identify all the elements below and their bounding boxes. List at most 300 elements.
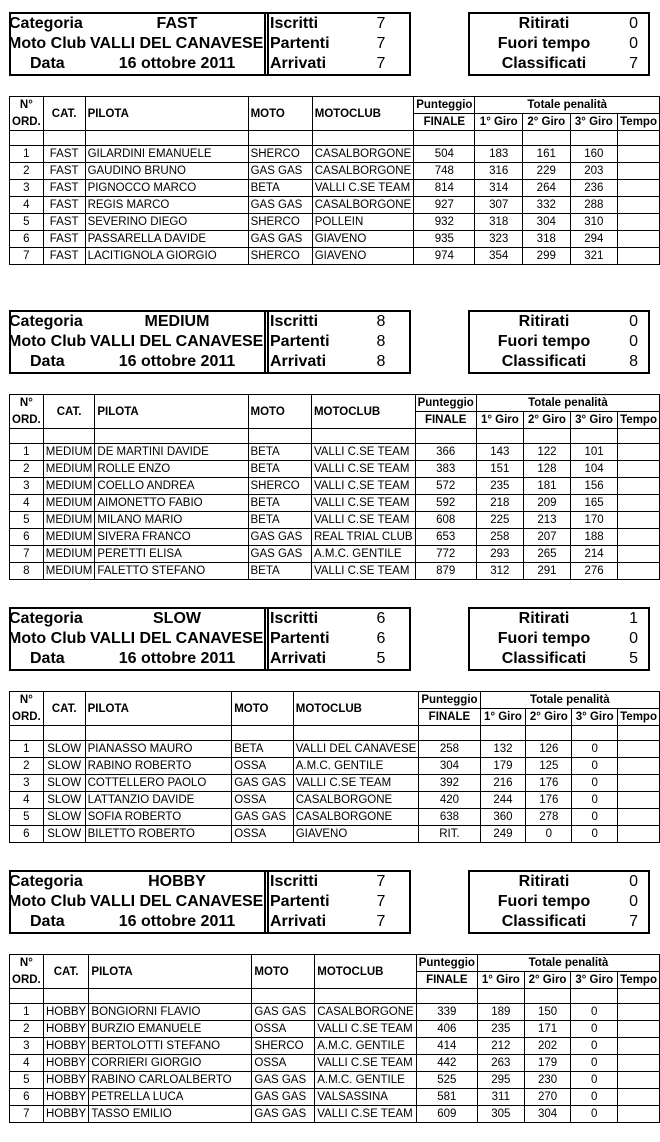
finale-cell: 414	[416, 1038, 477, 1055]
pilota-cell: SIVERA FRANCO	[95, 529, 248, 546]
ord-cell: 8	[10, 563, 44, 580]
tempo-cell	[618, 163, 660, 180]
moto-club-value: VALLI DEL CANAVESE	[90, 893, 263, 910]
table-row	[10, 546, 660, 563]
header-moto: MOTO	[232, 692, 294, 726]
giro1-cell: 316	[475, 163, 523, 180]
blank-cell	[526, 726, 572, 741]
ord-cell: 2	[10, 461, 44, 478]
moto-cell: BETA	[248, 563, 311, 580]
category-stats-box	[468, 607, 650, 671]
cat-cell: SLOW	[43, 775, 85, 792]
motoclub-cell: VALLI C.SE TEAM	[315, 1055, 417, 1072]
header-giro3: 3° Giro	[572, 709, 618, 726]
category-stats-box	[468, 12, 650, 76]
motoclub-cell: VALLI C.SE TEAM	[311, 461, 415, 478]
header-tempo: Tempo	[618, 972, 660, 989]
finale-cell: 814	[414, 180, 475, 197]
table-row	[10, 146, 660, 163]
cat-cell: HOBBY	[43, 1072, 89, 1089]
classificati-value: 7	[629, 55, 638, 72]
motoclub-cell: CASALBORGONE	[312, 197, 414, 214]
cat-cell: FAST	[43, 197, 85, 214]
table-row	[10, 1038, 660, 1055]
moto-cell: BETA	[248, 495, 311, 512]
header-ord: ORD.	[10, 709, 44, 726]
motoclub-cell: VALLI DEL CANAVESE	[293, 741, 419, 758]
ord-cell: 5	[10, 214, 44, 231]
stat-row	[470, 34, 648, 54]
giro1-cell: 179	[480, 758, 526, 775]
tempo-cell	[618, 546, 660, 563]
classificati-label: Classificati	[501, 913, 587, 930]
motoclub-cell: A.M.C. GENTILE	[315, 1038, 417, 1055]
giro1-cell: 354	[475, 248, 523, 265]
ord-cell: 2	[10, 758, 44, 775]
motoclub-cell: REAL TRIAL CLUB	[311, 529, 415, 546]
moto-club-value: VALLI DEL CANAVESE	[90, 630, 263, 647]
categoria-label: Categoria	[9, 15, 83, 32]
giro1-cell: 183	[475, 146, 523, 163]
table-row	[10, 197, 660, 214]
iscritti-label: Iscritti	[270, 610, 319, 627]
giro2-cell: 0	[526, 826, 572, 843]
header-cat: CAT.	[43, 395, 95, 429]
giro3-cell: 170	[571, 512, 618, 529]
header-giro3: 3° Giro	[571, 972, 618, 989]
finale-cell: 420	[419, 792, 480, 809]
pilota-cell: FALETTO STEFANO	[95, 563, 248, 580]
cat-cell: MEDIUM	[43, 512, 95, 529]
category-stats-box	[468, 310, 650, 374]
finale-cell: 406	[416, 1021, 477, 1038]
pilota-cell: RABINO CARLOALBERTO	[89, 1072, 252, 1089]
blank-cell	[415, 429, 476, 444]
blank-row	[10, 429, 660, 444]
categoria-value: SLOW	[153, 610, 201, 627]
ord-cell: 7	[10, 546, 44, 563]
ord-cell: 1	[10, 146, 44, 163]
tempo-cell	[618, 826, 660, 843]
moto-cell: OSSA	[252, 1021, 315, 1038]
header-n: N°	[10, 955, 44, 972]
pilota-cell: COELLO ANDREA	[95, 478, 248, 495]
classificati-label: Classificati	[501, 353, 587, 370]
blank-cell	[571, 429, 618, 444]
category-info-box	[9, 870, 411, 934]
moto-cell: OSSA	[252, 1055, 315, 1072]
ord-cell: 6	[10, 231, 44, 248]
giro1-cell: 151	[476, 461, 523, 478]
tempo-cell	[618, 1089, 660, 1106]
arrivati-label: Arrivati	[270, 913, 327, 930]
header-finale: FINALE	[414, 114, 475, 131]
pilota-cell: LATTANZIO DAVIDE	[85, 792, 232, 809]
motoclub-cell: VALLI C.SE TEAM	[311, 478, 415, 495]
giro2-cell: 171	[524, 1021, 571, 1038]
blank-cell	[477, 989, 524, 1004]
tempo-cell	[618, 1004, 660, 1021]
header-pilota: PILOTA	[95, 395, 248, 429]
cat-cell: MEDIUM	[43, 478, 95, 495]
blank-cell	[95, 429, 248, 444]
blank-cell	[618, 726, 660, 741]
finale-cell: 383	[415, 461, 476, 478]
pilota-cell: PIGNOCCO MARCO	[85, 180, 248, 197]
categoria-label: Categoria	[9, 873, 83, 890]
table-row	[10, 563, 660, 580]
ritirati-value: 0	[629, 873, 638, 890]
giro1-cell: 225	[476, 512, 523, 529]
finale-cell: 748	[414, 163, 475, 180]
ritirati-value: 0	[629, 313, 638, 330]
tempo-cell	[618, 1038, 660, 1055]
cat-cell: FAST	[43, 146, 85, 163]
giro2-cell: 318	[523, 231, 571, 248]
category-info-box	[9, 607, 411, 671]
table-row	[10, 741, 660, 758]
finale-cell: 504	[414, 146, 475, 163]
giro3-cell: 0	[572, 809, 618, 826]
stat-row	[470, 629, 648, 649]
table-row	[10, 809, 660, 826]
pilota-cell: BILETTO ROBERTO	[85, 826, 232, 843]
giro3-cell: 310	[570, 214, 618, 231]
giro1-cell: 189	[477, 1004, 524, 1021]
blank-cell	[414, 131, 475, 146]
fuori-tempo-label: Fuori tempo	[497, 333, 591, 350]
blank-cell	[10, 429, 44, 444]
blank-cell	[85, 726, 232, 741]
categoria-value: HOBBY	[148, 873, 206, 890]
stat-row	[470, 872, 648, 892]
ord-cell: 6	[10, 826, 44, 843]
info-row	[11, 352, 409, 372]
blank-cell	[312, 131, 414, 146]
finale-cell: 258	[419, 741, 480, 758]
giro2-cell: 179	[524, 1055, 571, 1072]
motoclub-cell: CASALBORGONE	[293, 792, 419, 809]
moto-club-value: VALLI DEL CANAVESE	[90, 333, 263, 350]
table-row	[10, 180, 660, 197]
giro3-cell: 0	[571, 1072, 618, 1089]
header-pilota: PILOTA	[85, 97, 248, 131]
tempo-cell	[618, 231, 660, 248]
giro3-cell: 0	[572, 775, 618, 792]
results-table	[9, 394, 660, 580]
pilota-cell: SOFIA ROBERTO	[85, 809, 232, 826]
header-motoclub: MOTOCLUB	[293, 692, 419, 726]
giro2-cell: 207	[523, 529, 570, 546]
finale-cell: 525	[416, 1072, 477, 1089]
header-finale: FINALE	[416, 972, 477, 989]
stat-row	[470, 14, 648, 34]
info-row	[8, 332, 409, 352]
header-giro3: 3° Giro	[571, 412, 618, 429]
info-row	[11, 54, 409, 74]
header-tempo: Tempo	[618, 114, 660, 131]
tempo-cell	[618, 146, 660, 163]
motoclub-cell: CASALBORGONE	[293, 809, 419, 826]
moto-cell: GAS GAS	[252, 1072, 315, 1089]
pilota-cell: AIMONETTO FABIO	[95, 495, 248, 512]
pilota-cell: REGIS MARCO	[85, 197, 248, 214]
pilota-cell: CORRIERI GIORGIO	[89, 1055, 252, 1072]
header-giro2: 2° Giro	[524, 972, 571, 989]
classificati-label: Classificati	[501, 650, 587, 667]
blank-cell	[315, 989, 417, 1004]
pilota-cell: PETRELLA LUCA	[89, 1089, 252, 1106]
header-cat: CAT.	[43, 692, 85, 726]
blank-cell	[43, 726, 85, 741]
blank-cell	[43, 429, 95, 444]
moto-cell: OSSA	[232, 826, 294, 843]
blank-row	[10, 131, 660, 146]
ord-cell: 5	[10, 1072, 44, 1089]
table-header-row	[10, 395, 660, 412]
data-value: 16 ottobre 2011	[118, 353, 236, 370]
finale-cell: 592	[415, 495, 476, 512]
blank-row	[10, 726, 660, 741]
arrivati-value: 7	[376, 913, 386, 930]
giro1-cell: 132	[480, 741, 526, 758]
ritirati-label: Ritirati	[518, 313, 570, 330]
cat-cell: HOBBY	[43, 1106, 89, 1123]
ritirati-label: Ritirati	[518, 610, 570, 627]
cat-cell: HOBBY	[43, 1038, 89, 1055]
cat-cell: FAST	[43, 180, 85, 197]
blank-cell	[10, 131, 44, 146]
fuori-tempo-value: 0	[629, 35, 638, 52]
table-row	[10, 1021, 660, 1038]
ritirati-value: 1	[629, 610, 638, 627]
info-row	[8, 892, 409, 912]
arrivati-label: Arrivati	[270, 55, 327, 72]
header-giro2: 2° Giro	[523, 412, 570, 429]
ord-cell: 1	[10, 741, 44, 758]
pilota-cell: BERTOLOTTI STEFANO	[89, 1038, 252, 1055]
giro3-cell: 0	[572, 792, 618, 809]
motoclub-cell: GIAVENO	[312, 248, 414, 265]
header-punteggio: Punteggio	[419, 692, 480, 709]
pilota-cell: PIANASSO MAURO	[85, 741, 232, 758]
stat-row	[470, 312, 648, 332]
header-moto: MOTO	[248, 395, 311, 429]
giro1-cell: 235	[476, 478, 523, 495]
header-moto: MOTO	[252, 955, 315, 989]
moto-cell: GAS GAS	[252, 1089, 315, 1106]
giro2-cell: 332	[523, 197, 571, 214]
giro1-cell: 218	[476, 495, 523, 512]
giro1-cell: 311	[477, 1089, 524, 1106]
data-value: 16 ottobre 2011	[118, 55, 236, 72]
moto-club-value: VALLI DEL CANAVESE	[90, 35, 263, 52]
blank-cell	[523, 131, 571, 146]
header-tempo: Tempo	[618, 709, 660, 726]
finale-cell: 339	[416, 1004, 477, 1021]
giro2-cell: 150	[524, 1004, 571, 1021]
arrivati-value: 8	[376, 353, 386, 370]
ord-cell: 7	[10, 1106, 44, 1123]
giro3-cell: 104	[571, 461, 618, 478]
giro2-cell: 122	[523, 444, 570, 461]
moto-cell: GAS GAS	[248, 231, 312, 248]
header-pilota: PILOTA	[85, 692, 232, 726]
cat-cell: FAST	[43, 248, 85, 265]
header-giro2: 2° Giro	[523, 114, 571, 131]
cat-cell: HOBBY	[43, 1021, 89, 1038]
header-cat: CAT.	[43, 955, 89, 989]
finale-cell: 392	[419, 775, 480, 792]
giro2-cell: 299	[523, 248, 571, 265]
moto-cell: SHERCO	[252, 1038, 315, 1055]
table-row	[10, 758, 660, 775]
header-tempo: Tempo	[618, 412, 660, 429]
giro3-cell: 0	[571, 1004, 618, 1021]
header-n: N°	[10, 395, 44, 412]
stat-row	[470, 649, 648, 669]
header-n: N°	[10, 692, 44, 709]
header-punteggio: Punteggio	[414, 97, 475, 114]
giro2-cell: 304	[524, 1106, 571, 1123]
header-cat: CAT.	[43, 97, 85, 131]
results-table	[9, 691, 660, 843]
table-row	[10, 478, 660, 495]
tempo-cell	[618, 792, 660, 809]
iscritti-value: 7	[376, 15, 386, 32]
blank-cell	[480, 726, 526, 741]
motoclub-cell: VALLI C.SE TEAM	[311, 495, 415, 512]
blank-cell	[43, 131, 85, 146]
table-row	[10, 1072, 660, 1089]
tempo-cell	[618, 1055, 660, 1072]
info-row	[11, 14, 409, 34]
blank-cell	[252, 989, 315, 1004]
moto-cell: GAS GAS	[252, 1004, 315, 1021]
partenti-label: Partenti	[270, 630, 330, 647]
giro2-cell: 176	[526, 792, 572, 809]
cat-cell: FAST	[43, 231, 85, 248]
info-row	[11, 912, 409, 932]
stat-row	[470, 609, 648, 629]
giro1-cell: 258	[476, 529, 523, 546]
giro3-cell: 0	[571, 1106, 618, 1123]
pilota-cell: DE MARTINI DAVIDE	[95, 444, 248, 461]
finale-cell: 442	[416, 1055, 477, 1072]
tempo-cell	[618, 461, 660, 478]
header-giro1: 1° Giro	[475, 114, 523, 131]
table-row	[10, 826, 660, 843]
blank-cell	[572, 726, 618, 741]
tempo-cell	[618, 529, 660, 546]
moto-cell: GAS GAS	[248, 546, 311, 563]
iscritti-label: Iscritti	[270, 313, 319, 330]
moto-club-label: Moto Club	[8, 630, 87, 647]
cat-cell: FAST	[43, 214, 85, 231]
tempo-cell	[618, 1072, 660, 1089]
header-totale: Totale penalità	[475, 97, 660, 114]
tempo-cell	[618, 741, 660, 758]
finale-cell: 879	[415, 563, 476, 580]
giro1-cell: 249	[480, 826, 526, 843]
pilota-cell: BONGIORNI FLAVIO	[89, 1004, 252, 1021]
giro1-cell: 314	[475, 180, 523, 197]
moto-cell: SHERCO	[248, 478, 311, 495]
fuori-tempo-value: 0	[629, 630, 638, 647]
pilota-cell: PASSARELLA DAVIDE	[85, 231, 248, 248]
arrivati-value: 7	[376, 55, 386, 72]
moto-cell: BETA	[248, 461, 311, 478]
fuori-tempo-label: Fuori tempo	[497, 630, 591, 647]
giro3-cell: 0	[572, 758, 618, 775]
pilota-cell: TASSO EMILIO	[89, 1106, 252, 1123]
blank-cell	[523, 429, 570, 444]
finale-cell: 572	[415, 478, 476, 495]
finale-cell: 935	[414, 231, 475, 248]
giro3-cell: 160	[570, 146, 618, 163]
tempo-cell	[618, 214, 660, 231]
giro1-cell: 295	[477, 1072, 524, 1089]
cat-cell: SLOW	[43, 758, 85, 775]
ord-cell: 6	[10, 529, 44, 546]
info-row	[11, 649, 409, 669]
blank-cell	[43, 989, 89, 1004]
moto-cell: BETA	[248, 444, 311, 461]
finale-cell: 609	[416, 1106, 477, 1123]
fuori-tempo-label: Fuori tempo	[497, 893, 591, 910]
stat-row	[470, 892, 648, 912]
info-row	[8, 629, 409, 649]
category-stats-box	[468, 870, 650, 934]
table-row	[10, 1089, 660, 1106]
header-giro1: 1° Giro	[476, 412, 523, 429]
table-row	[10, 512, 660, 529]
blank-cell	[293, 726, 419, 741]
giro3-cell: 0	[572, 826, 618, 843]
blank-cell	[89, 989, 252, 1004]
blank-cell	[618, 429, 660, 444]
fuori-tempo-value: 0	[629, 333, 638, 350]
giro3-cell: 294	[570, 231, 618, 248]
categoria-label: Categoria	[9, 610, 83, 627]
classificati-label: Classificati	[501, 55, 587, 72]
header-motoclub: MOTOCLUB	[311, 395, 415, 429]
motoclub-cell: A.M.C. GENTILE	[315, 1072, 417, 1089]
table-row	[10, 444, 660, 461]
motoclub-cell: CASALBORGONE	[312, 163, 414, 180]
moto-cell: OSSA	[232, 792, 294, 809]
finale-cell: 974	[414, 248, 475, 265]
tempo-cell	[618, 495, 660, 512]
ord-cell: 2	[10, 163, 44, 180]
header-punteggio: Punteggio	[415, 395, 476, 412]
table-row	[10, 792, 660, 809]
partenti-value: 7	[376, 893, 386, 910]
giro3-cell: 165	[571, 495, 618, 512]
table-row	[10, 495, 660, 512]
motoclub-cell: POLLEIN	[312, 214, 414, 231]
pilota-cell: SEVERINO DIEGO	[85, 214, 248, 231]
blank-row	[10, 989, 660, 1004]
finale-cell: 932	[414, 214, 475, 231]
ord-cell: 1	[10, 1004, 44, 1021]
header-ord: ORD.	[10, 114, 44, 131]
ritirati-label: Ritirati	[518, 873, 570, 890]
arrivati-value: 5	[376, 650, 386, 667]
table-row	[10, 1106, 660, 1123]
ord-cell: 1	[10, 444, 44, 461]
category-info-box	[9, 310, 411, 374]
